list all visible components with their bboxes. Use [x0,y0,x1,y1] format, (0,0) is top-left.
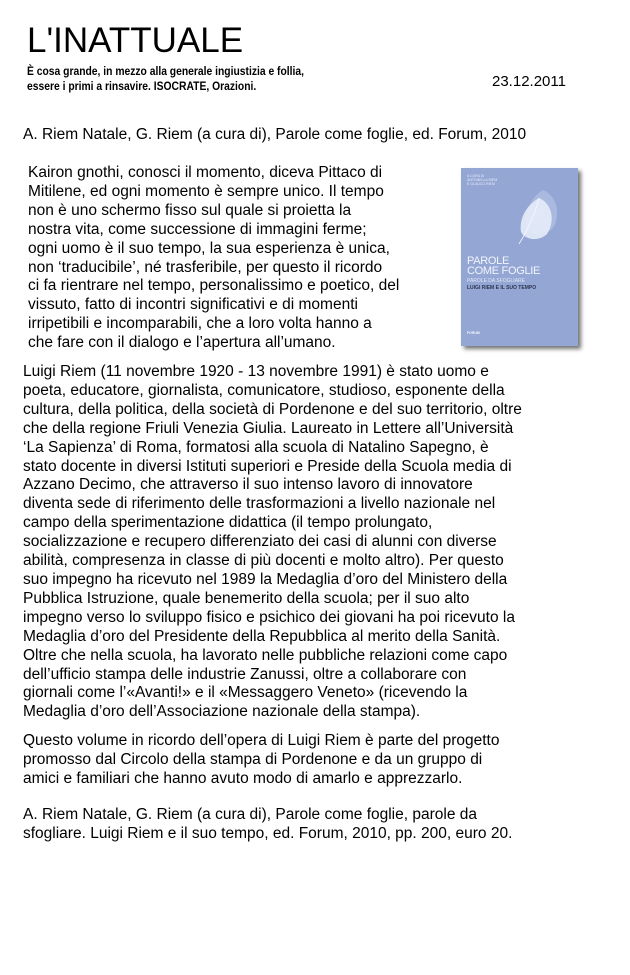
text-line: suo impegno ha ricevuto nel 1989 la Medaglia d’oro del Ministero della [23,570,508,588]
motto-line: È cosa grande, in mezzo alla generale ingiustizia e follia, [27,64,305,78]
text-line: diventa sede di riferimento delle trasformazioni a livello nazionale nel [23,495,496,513]
text-line: impegno verso lo sviluppo fisico e psichico dei giovani ha poi ricevuto la [23,608,515,626]
text-line: promosso dal Circolo della stampa di Pordenone e da un gruppo di [23,750,483,768]
text-line: cultura, della politica, della società di Pordenone e del suo territorio, oltre [23,400,522,418]
text-line: che della regione Friuli Venezia Giulia. Laureato in Lettere all’Università [23,419,514,437]
text-line: Medaglia d’oro del Presidente della Repubblica al merito della Sanità. [23,627,501,645]
text-line: stato docente in diversi Istituti superiori e Preside della Scuola media di [23,457,512,475]
text-line: Medaglia d’oro dell’Associazione nazionale della stampa). [23,703,421,721]
cover-subtitle: PAROLE DA SFOGLIARE [467,278,525,284]
motto-line: essere i primi a rinsavire. ISOCRATE, Orazioni. [27,79,257,93]
project-paragraph [23,732,499,789]
text-line: che fare con il dialogo e l’apertura all’umano. [28,334,336,352]
text-line: Luigi Riem (11 novembre 1920 - 13 novembre 1991) è stato uomo e [23,363,489,380]
text-line: socializzazione e recupero differenziato dei casi di alunni con diverse [23,533,497,551]
text-line: vissuto, fatto di incontri significativi e di momenti [28,296,358,314]
text-line: Questo volume in ricordo dell’opera di Luigi Riem è parte del progetto [23,732,500,749]
text-line: amici e familiari che hanno avuto modo di amarlo e apprezzarlo. [23,769,463,787]
bio-paragraph [23,363,522,722]
cover-title: PAROLE COME FOGLIE [467,255,541,277]
book-reference-top: A. Riem Natale, G. Riem (a cura di), Parole come foglie, ed. Forum, 2010 [23,126,527,143]
cover-editors: A CURA DI ANTONELLA RIEM E GLAUCO RIEM [467,174,498,186]
masthead: L'INATTUALE [27,21,244,60]
text-line: non ‘traducibile’, né trasferibile, per questo il ricordo [28,258,383,276]
text-line: irripetibili e incomparabili, che a loro volta hanno a [28,315,372,333]
text-line: sfogliare. Luigi Riem e il suo tempo, ed. Forum, 2010, pp. 200, euro 20. [23,824,513,842]
text-line: A. Riem Natale, G. Riem (a cura di), Parole come foglie, parole da [23,806,477,823]
cover-subtitle-2: LUIGI RIEM E IL SUO TEMPO [467,285,537,291]
text-line: abilità, compresenza in classe di più docenti e molto altro). Per questo [23,552,504,570]
text-line: ci fa rientrare nel tempo, personalissimo e poetico, del [28,277,400,295]
text-line: campo della sperimentazione didattica (il tempo prolungato, [23,514,433,532]
book-cover-image [461,168,578,346]
text-line: poeta, educatore, giornalista, comunicatore, studioso, esponente della [23,381,505,399]
cover-publisher: FORUM [467,331,480,335]
text-line: nostra vita, come successione di immagini ferme; [28,220,367,238]
text-line: Pubblica Istruzione, quale benemerito della scuola; per il suo alto [23,589,470,607]
text-line: Oltre che nella scuola, ha lavorato nelle pubbliche relazioni come capo [23,646,508,664]
leaf-icon [513,188,563,252]
text-line: non è uno schermo fisso sul quale si proietta la [28,201,352,219]
text-line: ‘La Sapienza’ di Roma, formatosi alla scuola di Natalino Sapegno, è [23,438,489,456]
book-reference-bottom [23,806,512,844]
intro-paragraph [28,164,399,353]
text-line: dell’ufficio stampa delle industrie Zanussi, oltre a collaborare con [23,665,467,683]
text-line: giornali come l’«Avanti!» e il «Messaggero Veneto» (ricevendo la [23,684,468,702]
text-line: ogni uomo è il suo tempo, la sua esperienza è unica, [28,239,390,257]
issue-date: 23.12.2011 [492,73,566,90]
motto-quote [27,64,304,94]
text-line: Azzano Decimo, che attraverso il suo intenso lavoro di innovatore [23,476,473,494]
text-line: Kairon gnothi, conosci il momento, diceva Pittaco di [28,164,383,181]
text-line: Mitilene, ed ogni momento è sempre unico. Il tempo [28,182,384,200]
